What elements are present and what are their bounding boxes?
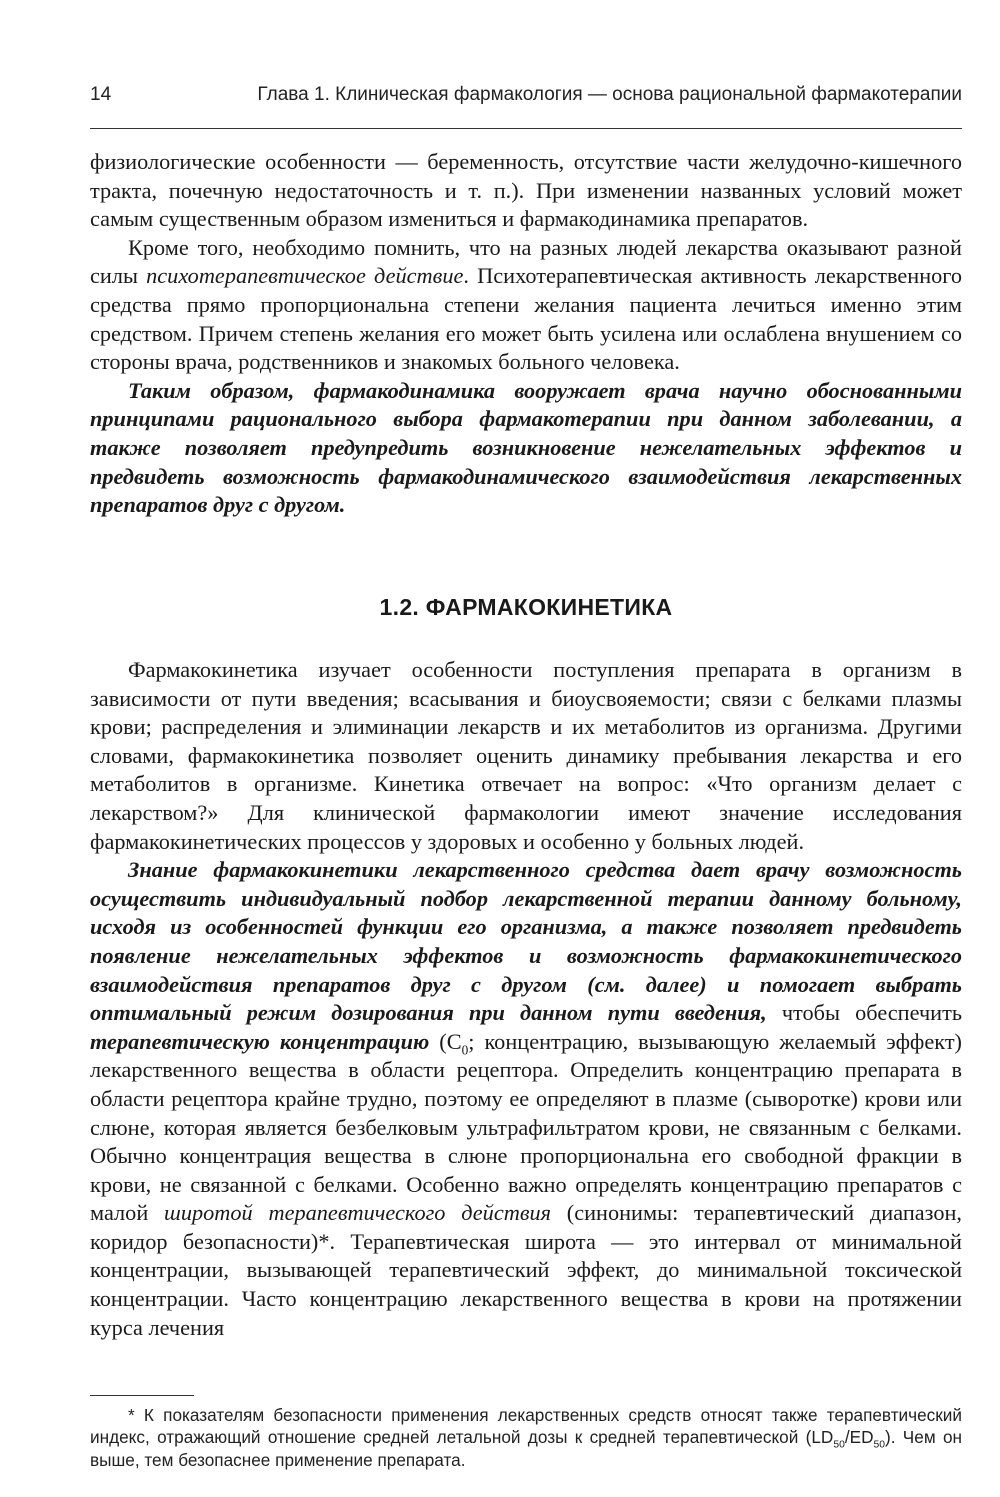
running-head: [90, 84, 962, 114]
italic-term: психотерапевтическое действие: [146, 263, 464, 289]
subscript: 50: [833, 1439, 845, 1451]
footnote-divider: [90, 1395, 194, 1396]
emphasis-text: Знание фармакокинетики лекарственного средства дает врачу возможность осуществить индивидуальный подбор лекарственной терапии данному больному, исходя из особенностей функции его организма, а также позволяет предвидеть появление нежелательных эффектов и возможность фармакокинетического взаимодействия препаратов друг с другом (см. далее) и помогает выбрать оптимальный режим дозирования при данном пути введения,: [90, 857, 962, 1026]
footnote: * К показателям безопасности применения лекарственных средств относят также терапевтический индекс, отражающий отношение средней летальной дозы к средней терапевтической $(LD_{50}/ED_{50})$. Чем он выше, тем безопаснее применение препарата.: [90, 1405, 962, 1470]
page-number: 14: [90, 84, 112, 105]
footnote-marker: *: [128, 1405, 135, 1425]
chapter-title: Глава 1. Клиническая фармакология — основа рациональной фармакотерапии: [257, 84, 962, 105]
section-2-text: [90, 656, 962, 1342]
emphasis-paragraph: Таким образом, фармакодинамика вооружает врача научно обоснованными принципами рационального выбора фармакотерапии при данном заболевании, а также позволяет предупредить возникновение нежелательных эффектов и предвидеть возможность фармакодинамического взаимодействия лекарственных препаратов друг с другом.: [90, 377, 962, 518]
subscript: 0: [461, 1042, 469, 1058]
italic-term: широтой терапевтического действия: [164, 1200, 552, 1226]
section-1-text: [90, 148, 962, 520]
paragraph: Знание фармакокинетики лекарственного средства дает врачу возможность осуществить индивидуальный подбор лекарственной терапии данному больному, исходя из особенностей функции его организма, а также позволяет предвидеть появление нежелательных эффектов и возможность фармакокинетического взаимодействия препаратов друг с другом (см. далее) и помогает выбрать оптимальный режим дозирования при данном пути введения, чтобы обеспечить терапевтическую концентрацию ($С_0$; концентрацию, вызывающую желаемый эффект) лекарственного вещества в области рецептора. Определить концентрацию препарата в области рецептора крайне трудно, поэтому ее определяют в плазме (сыворотке) крови или слюне, которая является безбелковым ультрафильтратом крови, не связанным с белками. Обычно концентрация вещества в слюне пропорциональна его свободной фракции в крови, не связанной с белками. Особенно важно определять концентрацию препаратов с малой широтой терапевтического действия (синонимы: терапевтический диапазон, коридор безопасности)*. Терапевтическая широта — это интервал от минимальной концентрации, вызывающей терапевтический эффект, до минимальной токсической концентрации. Часто концентрацию лекарственного вещества в крови на протяжении курса лечения: [90, 857, 963, 1340]
subscript: 50: [873, 1439, 885, 1451]
paragraph: Кроме того, необходимо помнить, что на разных людей лекарства оказывают разной силы психотерапевтическое действие. Психотерапевтическая активность лекарственного средства прямо пропорциональна степени желания пациента лечиться именно этим средством. Причем степень желания его может быть усилена или ослаблена внушением со стороны врача, родственников и знакомых больного человека.: [90, 234, 963, 375]
section-heading: 1.2. ФАРМАКОКИНЕТИКА: [379, 594, 673, 620]
header-divider: [90, 128, 962, 129]
emphasis-term: терапевтическую концентрацию: [90, 1028, 430, 1054]
paragraph: Фармакокинетика изучает особенности поступления препарата в организм в зависимости от пути введения; всасывания и биоусвояемости; связи с белками плазмы крови; распределения и элиминации лекарств и их метаболитов из организма. Другими словами, фармакокинетика позволяет оценить динамику пребывания лекарства и его метаболитов в организме. Кинетика отвечает на вопрос: «Что организм делает с лекарством?» Для клинической фармакологии имеют значение исследования фармакокинетических процессов у здоровых и особенно у больных людей.: [90, 657, 962, 854]
paragraph: физиологические особенности — беременность, отсутствие части желудочно-кишечного тракта, почечную недостаточность и т. п.). При изменении названных условий может самым существенным образом измениться и фармакодинамика препаратов.: [90, 149, 962, 232]
